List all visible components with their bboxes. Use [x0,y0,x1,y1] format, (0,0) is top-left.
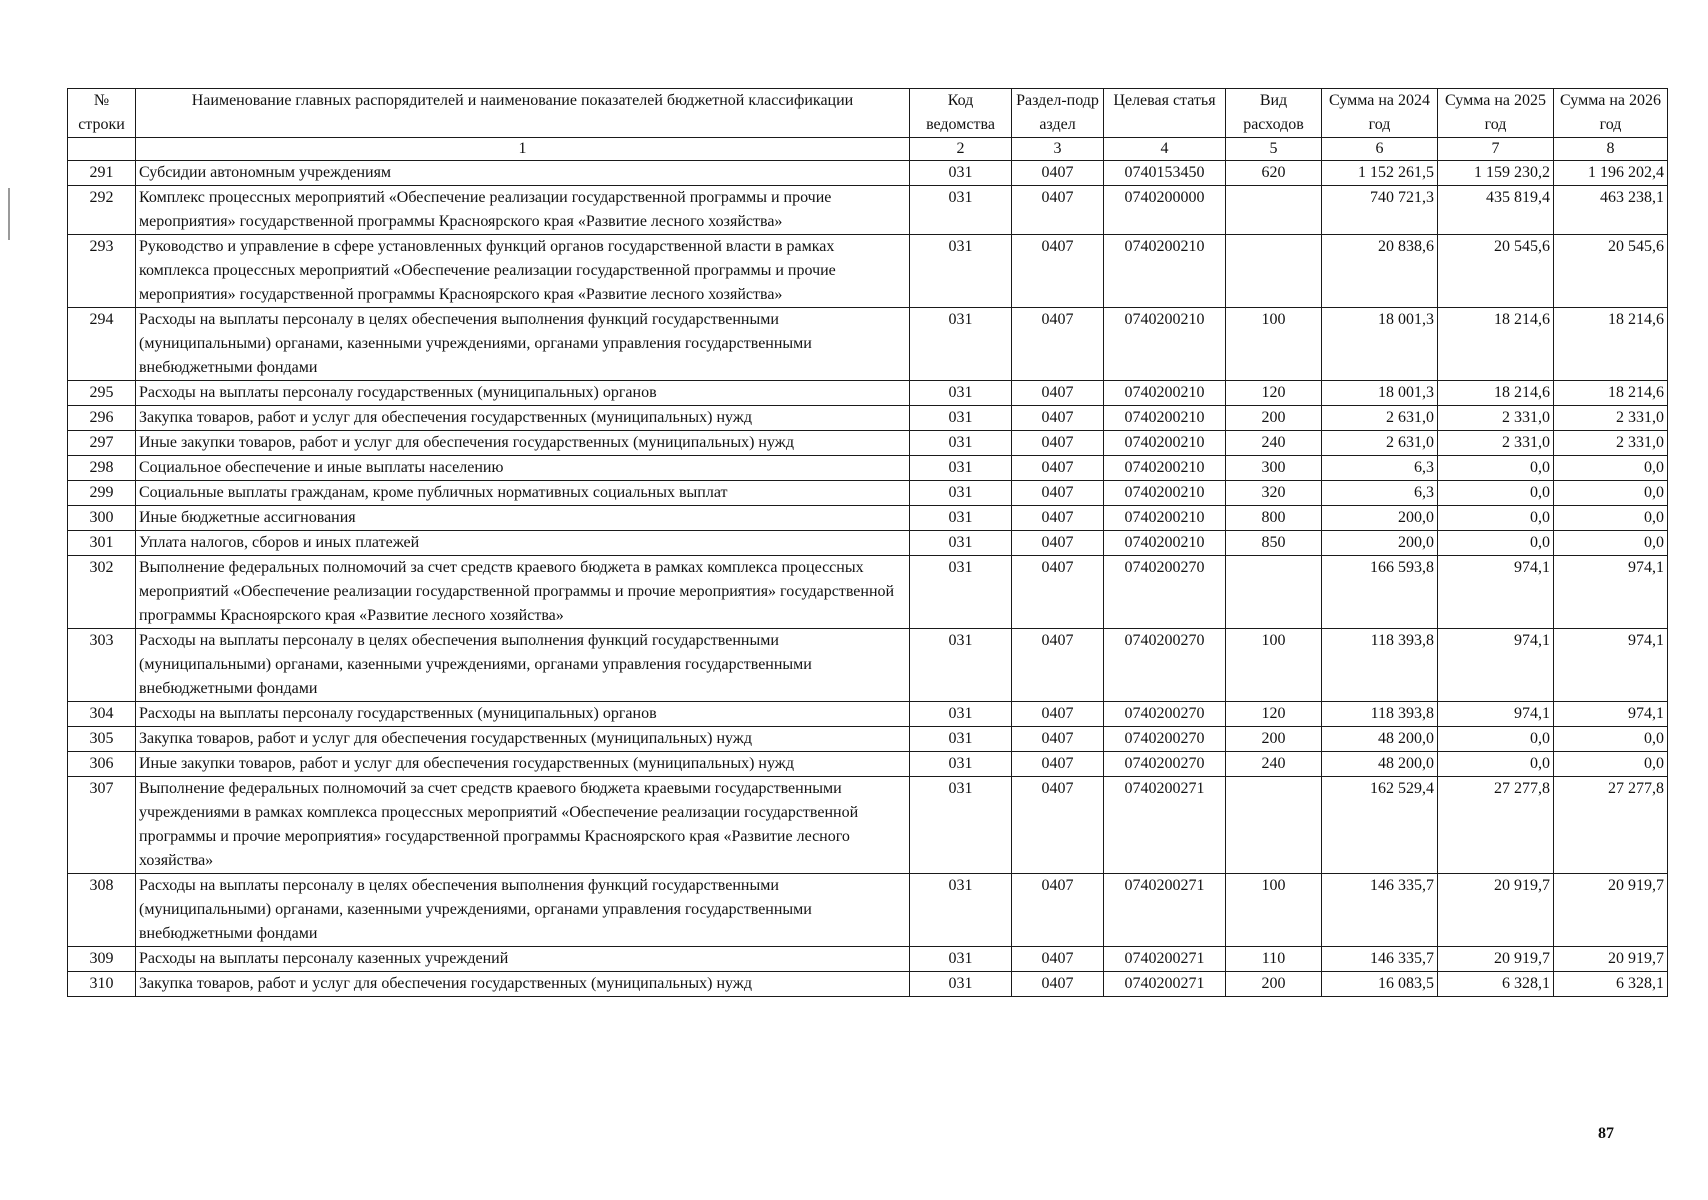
table-row [68,506,1668,531]
header-section: Раздел-подраздел [1012,89,1104,138]
expense-type-cell: 110 [1226,947,1322,972]
target-item-cell: 0740200270 [1104,702,1226,727]
header-sum-2024: Сумма на 2024 год [1322,89,1438,138]
table-row [68,874,1668,947]
sum-2026-cell: 974,1 [1554,556,1668,629]
target-item-cell: 0740200271 [1104,777,1226,874]
target-item-cell: 0740200210 [1104,456,1226,481]
sum-2024-cell: 162 529,4 [1322,777,1438,874]
sum-2026-cell: 2 331,0 [1554,406,1668,431]
column-number: 3 [1012,138,1104,161]
row-number-cell: 294 [68,308,136,381]
row-number-cell: 297 [68,431,136,456]
row-name-cell: Субсидии автономным учреждениям [136,161,910,186]
header-row-no: № строки [68,89,136,138]
table-row [68,629,1668,702]
column-number: 7 [1438,138,1554,161]
sum-2024-cell: 2 631,0 [1322,431,1438,456]
sum-2025-cell: 0,0 [1438,456,1554,481]
sum-2026-cell: 0,0 [1554,752,1668,777]
sum-2024-cell: 6,3 [1322,481,1438,506]
row-name-cell: Комплекс процессных мероприятий «Обеспечение реализации государственной программы и прочие мероприятия» государственной программы Красноярского края «Развитие лесного хозяйства» [136,186,910,235]
row-number-cell: 306 [68,752,136,777]
dept-code-cell: 031 [910,752,1012,777]
dept-code-cell: 031 [910,431,1012,456]
table-row [68,702,1668,727]
sum-2024-cell: 48 200,0 [1322,727,1438,752]
sum-2024-cell: 740 721,3 [1322,186,1438,235]
sum-2025-cell: 0,0 [1438,531,1554,556]
sum-2024-cell: 118 393,8 [1322,702,1438,727]
section-cell: 0407 [1012,752,1104,777]
section-cell: 0407 [1012,481,1104,506]
sum-2025-cell: 18 214,6 [1438,308,1554,381]
row-number-cell: 309 [68,947,136,972]
target-item-cell: 0740200210 [1104,235,1226,308]
sum-2026-cell: 20 919,7 [1554,947,1668,972]
column-number: 5 [1226,138,1322,161]
sum-2025-cell: 435 819,4 [1438,186,1554,235]
sum-2026-cell: 974,1 [1554,629,1668,702]
header-name: Наименование главных распорядителей и наименование показателей бюджетной классификации [136,89,910,138]
table-row [68,752,1668,777]
section-cell: 0407 [1012,381,1104,406]
dept-code-cell: 031 [910,235,1012,308]
row-name-cell: Закупка товаров, работ и услуг для обеспечения государственных (муниципальных) нужд [136,727,910,752]
sum-2025-cell: 20 919,7 [1438,947,1554,972]
dept-code-cell: 031 [910,506,1012,531]
table-row [68,972,1668,997]
row-name-cell: Выполнение федеральных полномочий за счет средств краевого бюджета краевыми государственными учреждениями в рамках комплекса процессных мероприятий «Обеспечение реализации государственной программы и прочие мероприятия» государственной программы Красноярского края «Развитие лесного хозяйства» [136,777,910,874]
expense-type-cell: 620 [1226,161,1322,186]
sum-2026-cell: 18 214,6 [1554,381,1668,406]
budget-table [67,88,1668,997]
sum-2024-cell: 48 200,0 [1322,752,1438,777]
dept-code-cell: 031 [910,702,1012,727]
sum-2025-cell: 974,1 [1438,556,1554,629]
table-row [68,556,1668,629]
sum-2024-cell: 118 393,8 [1322,629,1438,702]
expense-type-cell [1226,235,1322,308]
table-row [68,947,1668,972]
page-number: 87 [1598,1125,1614,1142]
table-row [68,235,1668,308]
dept-code-cell: 031 [910,381,1012,406]
header-dept-code: Код ведомства [910,89,1012,138]
column-number: 6 [1322,138,1438,161]
section-cell: 0407 [1012,308,1104,381]
row-number-cell: 307 [68,777,136,874]
expense-type-cell: 800 [1226,506,1322,531]
expense-type-cell [1226,777,1322,874]
sum-2025-cell: 20 545,6 [1438,235,1554,308]
dept-code-cell: 031 [910,972,1012,997]
row-number-cell: 295 [68,381,136,406]
dept-code-cell: 031 [910,629,1012,702]
sum-2026-cell: 0,0 [1554,506,1668,531]
table-row [68,381,1668,406]
sum-2026-cell: 18 214,6 [1554,308,1668,381]
sum-2025-cell: 20 919,7 [1438,874,1554,947]
table-row [68,777,1668,874]
sum-2024-cell: 18 001,3 [1322,308,1438,381]
expense-type-cell: 200 [1226,972,1322,997]
target-item-cell: 0740200271 [1104,947,1226,972]
row-name-cell: Иные бюджетные ассигнования [136,506,910,531]
row-number-cell: 308 [68,874,136,947]
sum-2025-cell: 0,0 [1438,727,1554,752]
sum-2026-cell: 0,0 [1554,481,1668,506]
dept-code-cell: 031 [910,777,1012,874]
expense-type-cell: 100 [1226,874,1322,947]
dept-code-cell: 031 [910,308,1012,381]
section-cell: 0407 [1012,777,1104,874]
row-name-cell: Расходы на выплаты персоналу в целях обеспечения выполнения функций государственными (муниципальными) органами, казенными учреждениями, органами управления государственными внебюджетными фондами [136,629,910,702]
section-cell: 0407 [1012,629,1104,702]
section-cell: 0407 [1012,161,1104,186]
row-name-cell: Расходы на выплаты персоналу казенных учреждений [136,947,910,972]
table-row [68,481,1668,506]
row-number-cell: 292 [68,186,136,235]
sum-2024-cell: 20 838,6 [1322,235,1438,308]
table-row [68,431,1668,456]
sum-2026-cell: 20 545,6 [1554,235,1668,308]
row-number-cell: 291 [68,161,136,186]
row-name-cell: Социальное обеспечение и иные выплаты населению [136,456,910,481]
row-name-cell: Уплата налогов, сборов и иных платежей [136,531,910,556]
expense-type-cell: 240 [1226,431,1322,456]
sum-2026-cell: 0,0 [1554,456,1668,481]
table-row [68,406,1668,431]
dept-code-cell: 031 [910,874,1012,947]
section-cell: 0407 [1012,235,1104,308]
target-item-cell: 0740200271 [1104,874,1226,947]
dept-code-cell: 031 [910,456,1012,481]
sum-2026-cell: 0,0 [1554,727,1668,752]
dept-code-cell: 031 [910,556,1012,629]
sum-2024-cell: 146 335,7 [1322,874,1438,947]
sum-2025-cell: 974,1 [1438,629,1554,702]
expense-type-cell [1226,556,1322,629]
sum-2025-cell: 2 331,0 [1438,406,1554,431]
scan-margin-mark [8,188,10,240]
dept-code-cell: 031 [910,481,1012,506]
row-name-cell: Закупка товаров, работ и услуг для обеспечения государственных (муниципальных) нужд [136,406,910,431]
section-cell: 0407 [1012,874,1104,947]
expense-type-cell: 850 [1226,531,1322,556]
expense-type-cell: 120 [1226,381,1322,406]
row-number-cell: 302 [68,556,136,629]
section-cell: 0407 [1012,406,1104,431]
table-row [68,308,1668,381]
row-number-cell: 298 [68,456,136,481]
sum-2025-cell: 18 214,6 [1438,381,1554,406]
sum-2025-cell: 6 328,1 [1438,972,1554,997]
sum-2025-cell: 0,0 [1438,752,1554,777]
row-name-cell: Выполнение федеральных полномочий за счет средств краевого бюджета в рамках комплекса процессных мероприятий «Обеспечение реализации государственной программы и прочие мероприятия» государственной программы Красноярского края «Развитие лесного хозяйства» [136,556,910,629]
header-sum-2025: Сумма на 2025 год [1438,89,1554,138]
sum-2025-cell: 27 277,8 [1438,777,1554,874]
header-sum-2026: Сумма на 2026 год [1554,89,1668,138]
sum-2026-cell: 20 919,7 [1554,874,1668,947]
row-number-cell: 305 [68,727,136,752]
sum-2026-cell: 2 331,0 [1554,431,1668,456]
dept-code-cell: 031 [910,531,1012,556]
header-expense-type: Вид расходов [1226,89,1322,138]
row-name-cell: Закупка товаров, работ и услуг для обеспечения государственных (муниципальных) нужд [136,972,910,997]
sum-2025-cell: 2 331,0 [1438,431,1554,456]
row-name-cell: Расходы на выплаты персоналу государственных (муниципальных) органов [136,702,910,727]
sum-2024-cell: 146 335,7 [1322,947,1438,972]
sum-2025-cell: 1 159 230,2 [1438,161,1554,186]
column-number: 2 [910,138,1012,161]
column-number-row [68,138,1668,161]
sum-2024-cell: 166 593,8 [1322,556,1438,629]
expense-type-cell: 320 [1226,481,1322,506]
sum-2024-cell: 200,0 [1322,531,1438,556]
row-number-cell: 300 [68,506,136,531]
row-number-cell: 296 [68,406,136,431]
expense-type-cell: 200 [1226,727,1322,752]
row-number-cell: 299 [68,481,136,506]
table-row [68,531,1668,556]
expense-type-cell: 240 [1226,752,1322,777]
column-number: 4 [1104,138,1226,161]
section-cell: 0407 [1012,506,1104,531]
sum-2026-cell: 27 277,8 [1554,777,1668,874]
dept-code-cell: 031 [910,186,1012,235]
target-item-cell: 0740200270 [1104,752,1226,777]
sum-2024-cell: 1 152 261,5 [1322,161,1438,186]
sum-2024-cell: 6,3 [1322,456,1438,481]
section-cell: 0407 [1012,727,1104,752]
target-item-cell: 0740200270 [1104,727,1226,752]
expense-type-cell: 100 [1226,629,1322,702]
row-number-cell: 304 [68,702,136,727]
section-cell: 0407 [1012,531,1104,556]
target-item-cell: 0740200210 [1104,406,1226,431]
sum-2024-cell: 200,0 [1322,506,1438,531]
expense-type-cell: 100 [1226,308,1322,381]
table-row [68,456,1668,481]
section-cell: 0407 [1012,702,1104,727]
target-item-cell: 0740200210 [1104,308,1226,381]
sum-2026-cell: 0,0 [1554,531,1668,556]
table-row [68,186,1668,235]
sum-2025-cell: 0,0 [1438,506,1554,531]
table-row [68,161,1668,186]
row-name-cell: Расходы на выплаты персоналу государственных (муниципальных) органов [136,381,910,406]
row-number-cell: 293 [68,235,136,308]
row-number-cell: 310 [68,972,136,997]
sum-2026-cell: 463 238,1 [1554,186,1668,235]
sum-2025-cell: 0,0 [1438,481,1554,506]
expense-type-cell [1226,186,1322,235]
table-body [68,161,1668,997]
sum-2024-cell: 16 083,5 [1322,972,1438,997]
expense-type-cell: 300 [1226,456,1322,481]
section-cell: 0407 [1012,972,1104,997]
header-row [68,89,1668,138]
section-cell: 0407 [1012,947,1104,972]
target-item-cell: 0740200210 [1104,506,1226,531]
column-number [68,138,136,161]
sum-2025-cell: 974,1 [1438,702,1554,727]
row-name-cell: Социальные выплаты гражданам, кроме публичных нормативных социальных выплат [136,481,910,506]
row-number-cell: 303 [68,629,136,702]
row-name-cell: Иные закупки товаров, работ и услуг для обеспечения государственных (муниципальных) нужд [136,752,910,777]
target-item-cell: 0740200270 [1104,629,1226,702]
sum-2024-cell: 18 001,3 [1322,381,1438,406]
section-cell: 0407 [1012,556,1104,629]
target-item-cell: 0740153450 [1104,161,1226,186]
dept-code-cell: 031 [910,161,1012,186]
sum-2026-cell: 1 196 202,4 [1554,161,1668,186]
target-item-cell: 0740200210 [1104,481,1226,506]
sum-2026-cell: 6 328,1 [1554,972,1668,997]
dept-code-cell: 031 [910,406,1012,431]
row-number-cell: 301 [68,531,136,556]
section-cell: 0407 [1012,456,1104,481]
row-name-cell: Расходы на выплаты персоналу в целях обеспечения выполнения функций государственными (муниципальными) органами, казенными учреждениями, органами управления государственными внебюджетными фондами [136,308,910,381]
target-item-cell: 0740200271 [1104,972,1226,997]
expense-type-cell: 200 [1226,406,1322,431]
expense-type-cell: 120 [1226,702,1322,727]
dept-code-cell: 031 [910,947,1012,972]
dept-code-cell: 031 [910,727,1012,752]
sum-2026-cell: 974,1 [1554,702,1668,727]
target-item-cell: 0740200210 [1104,431,1226,456]
row-name-cell: Расходы на выплаты персоналу в целях обеспечения выполнения функций государственными (муниципальными) органами, казенными учреждениями, органами управления государственными внебюджетными фондами [136,874,910,947]
column-number: 1 [136,138,910,161]
table-row [68,727,1668,752]
column-number: 8 [1554,138,1668,161]
section-cell: 0407 [1012,186,1104,235]
target-item-cell: 0740200210 [1104,381,1226,406]
row-name-cell: Иные закупки товаров, работ и услуг для обеспечения государственных (муниципальных) нужд [136,431,910,456]
target-item-cell: 0740200270 [1104,556,1226,629]
target-item-cell: 0740200000 [1104,186,1226,235]
target-item-cell: 0740200210 [1104,531,1226,556]
section-cell: 0407 [1012,431,1104,456]
header-target-item: Целевая статья [1104,89,1226,138]
row-name-cell: Руководство и управление в сфере установленных функций органов государственной власти в рамках комплекса процессных мероприятий «Обеспечение реализации государственной программы и прочие мероприятия» государственной программы Красноярского края «Развитие лесного хозяйства» [136,235,910,308]
sum-2024-cell: 2 631,0 [1322,406,1438,431]
